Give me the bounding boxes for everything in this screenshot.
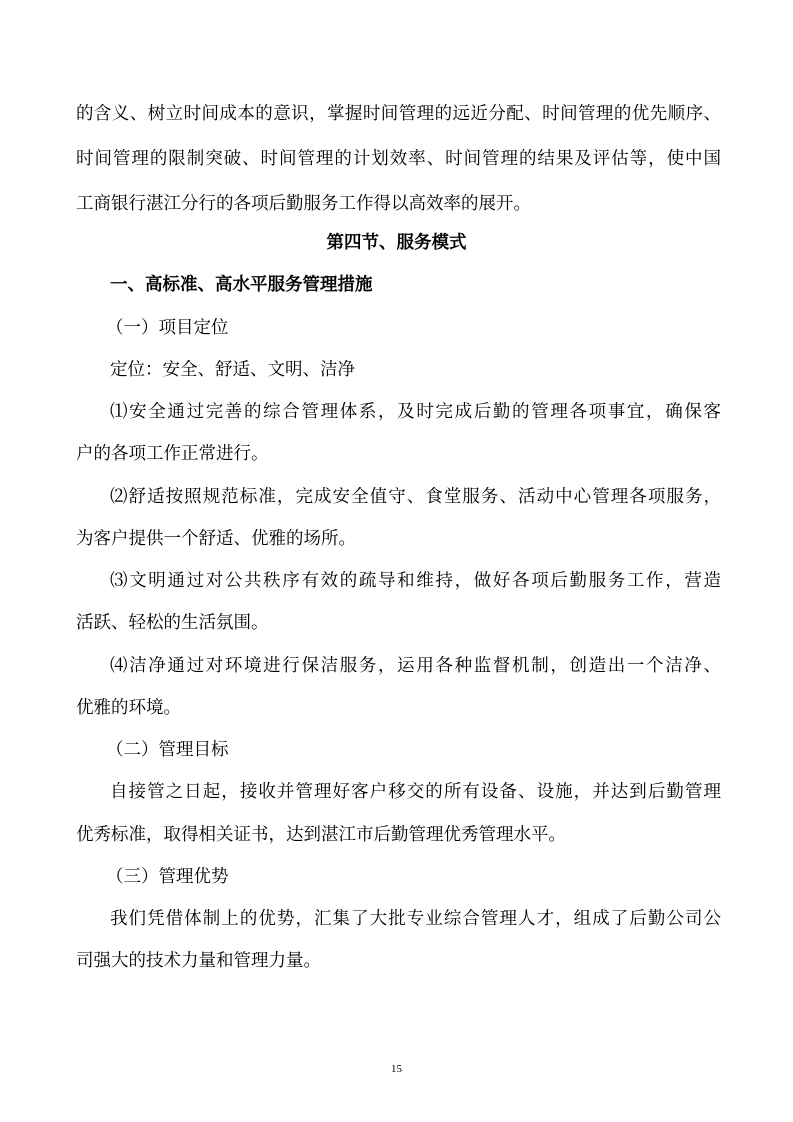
paragraph-line: 自接管之日起，接收并管理好客户移交的所有设备、设施，并达到后勤管理 <box>110 782 721 802</box>
paragraph-line: ⑵舒适按照规范标准，完成安全值守、食堂服务、活动中心管理各项服务， <box>110 487 721 507</box>
paragraph-line: 优秀标准，取得相关证书，达到湛江市后勤管理优秀管理水平。 <box>76 825 566 845</box>
page-number: 15 <box>391 1063 402 1075</box>
paragraph-line: 时间管理的限制突破、时间管理的计划效率、时间管理的结果及评估等，使中国 <box>76 149 721 169</box>
paragraph-line: ⑴安全通过完善的综合管理体系，及时完成后勤的管理各项事宜，确保客 <box>110 402 721 422</box>
subsection-title: 一、高标准、高水平服务管理措施 <box>110 275 373 295</box>
positioning-line: 定位：安全、舒适、文明、洁净 <box>110 360 355 380</box>
paragraph-line: ⑷洁净通过对环境进行保洁服务，运用各种监督机制，创造出一个洁净、 <box>110 656 721 676</box>
paragraph-line: 活跃、轻松的生活氛围。 <box>76 613 269 633</box>
paragraph-line: 的含义、树立时间成本的意识，掌握时间管理的远近分配、时间管理的优先顺序、 <box>76 104 721 124</box>
paragraph-line: 优雅的环境。 <box>76 698 181 718</box>
section-title: 第四节、服务模式 <box>326 233 467 253</box>
item-heading: （三）管理优势 <box>106 867 229 887</box>
paragraph-line: 户的各项工作正常进行。 <box>76 444 269 464</box>
paragraph-line: 我们凭借体制上的优势，汇集了大批专业综合管理人才，组成了后勤公司公 <box>110 909 721 929</box>
paragraph-line: ⑶文明通过对公共秩序有效的疏导和维持，做好各项后勤服务工作，营造 <box>110 571 721 591</box>
paragraph-line: 工商银行湛江分行的各项后勤服务工作得以高效率的展开。 <box>76 194 531 214</box>
item-heading: （二）管理目标 <box>106 740 229 760</box>
paragraph-line: 为客户提供一个舒适、优雅的场所。 <box>76 529 356 549</box>
paragraph-line: 司强大的技术力量和管理力量。 <box>76 951 321 971</box>
item-heading: （一）项目定位 <box>106 318 229 338</box>
